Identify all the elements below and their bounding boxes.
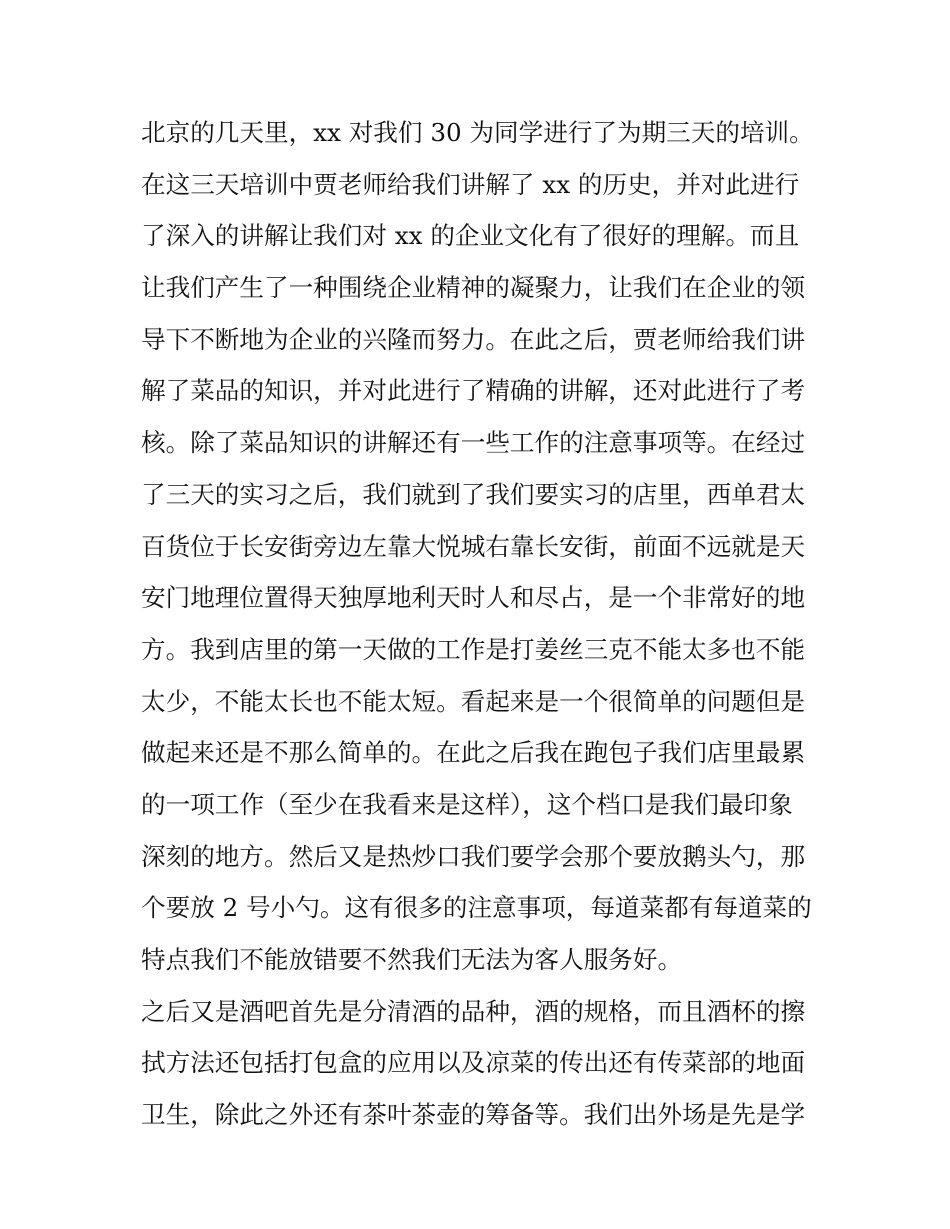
- text-line: 解了菜品的知识，并对此进行了精确的讲解，还对此进行了考: [141, 376, 806, 406]
- text-line: 拭方法还包括打包盒的应用以及凉菜的传出还有传菜部的地面: [141, 1048, 806, 1078]
- text-line: 特点我们不能放错要不然我们无法为客人服务好。: [141, 945, 683, 974]
- text-line: 太少，不能太长也不能太短。看起来是一个很简单的问题但是: [141, 686, 806, 716]
- text-line: 让我们产生了一种围绕企业精神的凝聚力，让我们在企业的领: [141, 273, 806, 303]
- text-line: 在这三天培训中贾老师给我们讲解了 xx 的历史，并对此进行: [141, 169, 800, 199]
- body-text: [141, 107, 821, 1141]
- text-line: 个要放 2 号小勺。这有很多的注意事项，每道菜都有每道菜的: [141, 893, 812, 923]
- text-line: 之后又是酒吧首先是分清酒的品种，酒的规格，而且酒杯的擦: [141, 996, 806, 1026]
- text-line: 深刻的地方。然后又是热炒口我们要学会那个要放鹅头勺，那: [141, 841, 806, 871]
- text-line: 卫生，除此之外还有茶叶茶壶的筹备等。我们出外场是先是学: [141, 1100, 806, 1130]
- text-line: 的一项工作（至少在我看来是这样），这个档口是我们最印象: [141, 789, 793, 819]
- text-line: 方。我到店里的第一天做的工作是打姜丝三克不能太多也不能: [141, 634, 806, 664]
- text-line: 了深入的讲解让我们对 xx 的企业文化有了很好的理解。而且: [141, 221, 800, 251]
- text-line: 北京的几天里，xx 对我们 30 为同学进行了为期三天的培训。: [141, 118, 814, 147]
- text-line: 了三天的实习之后，我们就到了我们要实习的店里，西单君太: [141, 479, 806, 509]
- text-line: 安门地理位置得天独厚地利天时人和尽占，是一个非常好的地: [141, 583, 806, 613]
- text-line: 百货位于长安街旁边左靠大悦城右靠长安街，前面不远就是天: [141, 531, 806, 561]
- text-line: 做起来还是不那么简单的。在此之后我在跑包子我们店里最累: [141, 738, 806, 768]
- text-line: 导下不断地为企业的兴隆而努力。在此之后，贾老师给我们讲: [141, 324, 806, 354]
- text-line: 核。除了菜品知识的讲解还有一些工作的注意事项等。在经过: [141, 428, 806, 458]
